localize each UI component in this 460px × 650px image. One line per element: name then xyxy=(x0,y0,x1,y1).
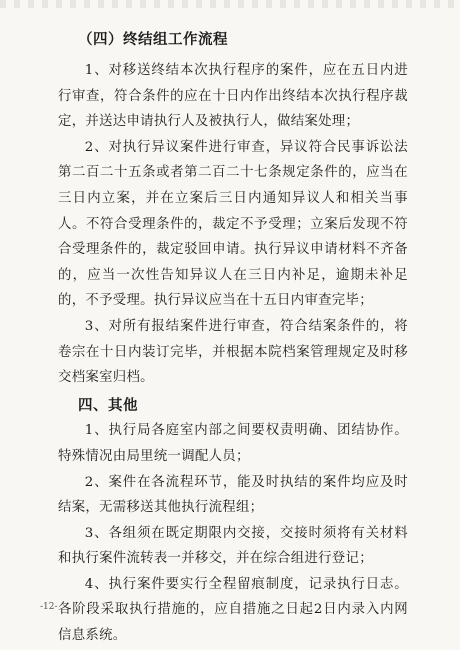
scan-artifact-top xyxy=(0,0,460,8)
page-number: -12- xyxy=(40,602,58,612)
other-paragraph-3: 3、各组须在既定期限内交接，交接时须将有关材料和执行案件流转表一并移交，并在综合组进行登记； xyxy=(58,525,408,567)
other-paragraph-1: 1、执行局各庭室内部之间要权责明确、团结协作。特殊情况由局里统一调配人员； xyxy=(58,423,408,464)
paragraph-2: 2、对执行异议案件进行审查，异议符合民事诉讼法第二百二十五条或者第二百二十七条规定条件的，应当在三日内立案，并在立案后三日内通知异议人和相关当事人。不符合受理条件的，裁定不予受理；立案后发现不符合受理条件的，裁定驳回申请。执行异议申请材料不齐备的，应当一次性告知异议人在三日内补足，逾期未补足的，不予受理。执行异议应当在十五日内审查完毕； xyxy=(58,139,408,309)
other-paragraph-2: 2、案件在各流程环节，能及时执结的案件均应及时结案，无需移送其他执行流程组； xyxy=(58,474,408,516)
paragraph-3: 3、对所有报结案件进行审查，符合结案条件的，将卷宗在十日内装订完毕，并根据本院档案管理规定及时移交档案室归档。 xyxy=(58,318,408,386)
paragraph-1: 1、对移送终结本次执行程序的案件，应在五日内进行审查，符合条件的应在十日内作出终结本次执行程序裁定，并送达申请执行人及被执行人，做结案处理； xyxy=(58,63,408,130)
section-title-other: 四、其他 xyxy=(78,396,138,414)
section-title-termination-group: （四）终结组工作流程 xyxy=(78,31,228,48)
other-paragraph-4: 4、执行案件要实行全程留痕制度，记录执行日志。各阶段采取执行措施的，应自措施之日起2日内录入内网信息系统。 xyxy=(58,576,408,644)
